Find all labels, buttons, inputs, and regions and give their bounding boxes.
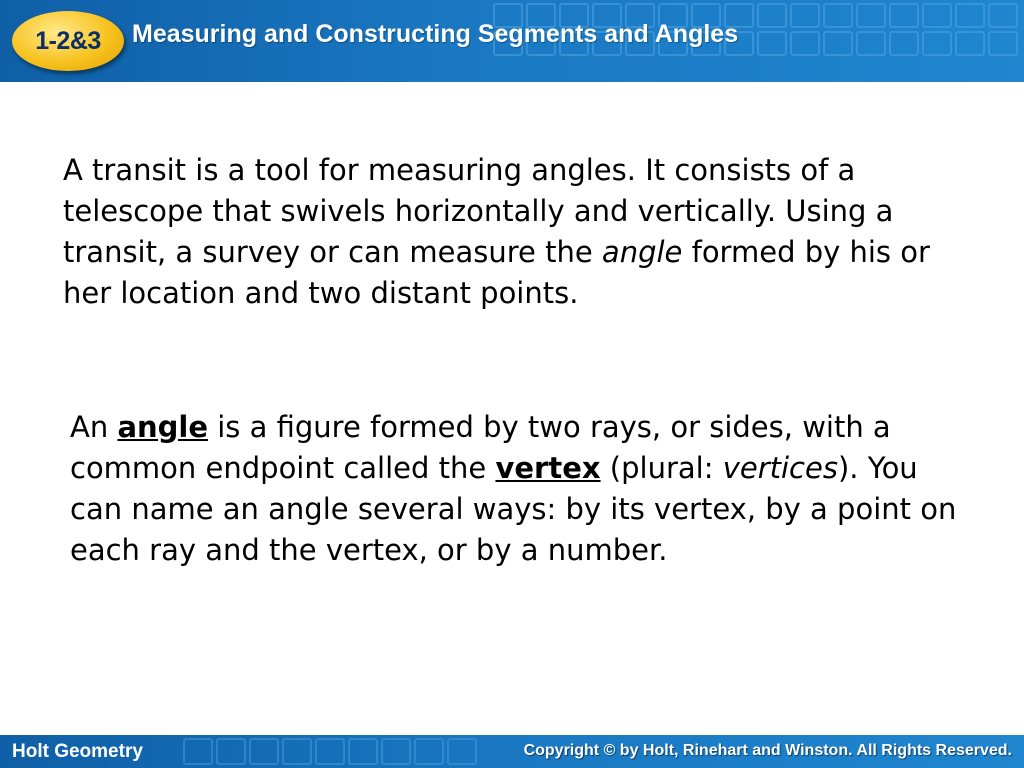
term-vertex: vertex bbox=[495, 451, 601, 485]
lesson-number: 1-2&3 bbox=[35, 26, 101, 55]
term-angle: angle bbox=[117, 410, 209, 444]
slide-header bbox=[0, 0, 1024, 82]
slide-footer bbox=[0, 735, 1024, 768]
paragraph-angle-definition bbox=[70, 407, 975, 571]
paragraph2-text-b: is a figure formed by two rays, or sides, with a common endpoint called the bbox=[70, 410, 891, 485]
slide-title: Measuring and Constructing Segments and Angles bbox=[132, 20, 739, 48]
footer-copyright: Copyright © by Holt, Rinehart and Winston. All Rights Reserved. bbox=[523, 742, 1012, 759]
paragraph1-italic-angle: angle bbox=[601, 235, 683, 269]
paragraph1-text-b: formed by his or her location and two distant points. bbox=[63, 235, 930, 310]
lesson-badge bbox=[12, 11, 124, 71]
paragraph2-italic-vertices: vertices bbox=[722, 451, 838, 485]
footer-grid-pattern bbox=[180, 735, 480, 768]
paragraph1-text-a: A transit is a tool for measuring angles. It consists of a telescope that swivels horizontally and vertically. Using a transit, a survey or can measure the bbox=[63, 153, 894, 269]
paragraph-transit bbox=[63, 150, 973, 314]
paragraph2-text-a: An bbox=[70, 410, 118, 444]
footer-book-title: Holt Geometry bbox=[12, 741, 143, 762]
paragraph2-text-d: ). You can name an angle several ways: by its vertex, by a point on each ray and the vertex, or by a number. bbox=[70, 451, 957, 567]
paragraph2-text-c: (plural: bbox=[600, 451, 723, 485]
